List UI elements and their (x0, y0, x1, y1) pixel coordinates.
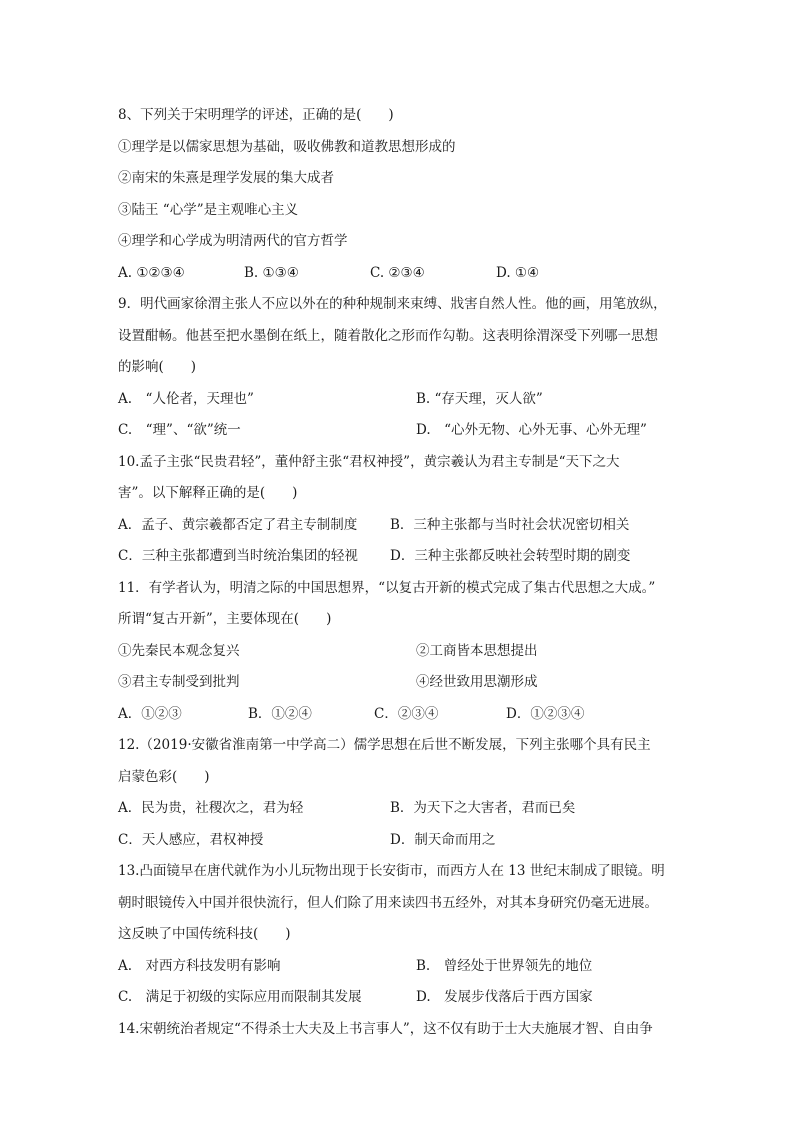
q11-stem-line-1: 11．有学者认为，明清之际的中国思想界，“以复古开新的模式完成了集古代思想之大成。” (118, 579, 656, 596)
q14-stem-line-1: 14.宋朝统治者规定“不得杀士大夫及上书言事人”，这不仅有助于士大夫施展才智、自由争 (118, 1020, 653, 1037)
q11-option-a: A．①②③ (118, 705, 182, 722)
q8-option-a: A. ①②③④ (118, 264, 185, 281)
q8-item-3: ③陆王 “心学”是主观唯心主义 (118, 201, 299, 218)
q11-item-4: ④经世致用思潮形成 (416, 674, 538, 690)
q11-stem-line-2: 所谓“复古开新”，主要体现在( ) (118, 611, 332, 627)
q10-stem-line-2: 害”。以下解释正确的是( ) (118, 485, 298, 501)
q12-options-row-1 (118, 793, 678, 825)
q12-options-row-2 (118, 825, 678, 857)
q13-stem-line-2: 朝时眼镜传入中国并很快流行，但人们除了用来读四书五经外，对其本身研究仍毫无进展。 (118, 894, 658, 911)
q11-items-row-2 (118, 667, 678, 699)
q9-option-b: B. “存天理，灭人欲” (416, 390, 543, 407)
q10-option-a: A．孟子、黄宗羲都否定了君主专制制度 (118, 516, 358, 533)
q13-stem-line-1: 13.凸面镜早在唐代就作为小儿玩物出现于长安街市，而西方人在 13 世纪末制成了眼镜。明 (118, 863, 665, 879)
q12-option-a: A．民为贵，社稷次之，君为轻 (118, 800, 304, 816)
question-list (118, 100, 678, 1045)
q9-options-row-1 (118, 384, 678, 416)
q8-option-b: B. ①③④ (244, 264, 299, 281)
q10-options-row-1 (118, 510, 678, 542)
q8-stem: 8、下列关于宋明理学的评述，正确的是( ) (118, 107, 394, 123)
q12-option-c: C．天人感应，君权神授 (118, 831, 264, 848)
q11-item-2: ②工商皆本思想提出 (416, 642, 538, 659)
q10-options-row-2 (118, 541, 678, 573)
q11-items-row-1 (118, 636, 678, 668)
q11-option-c: C．②③④ (374, 705, 439, 722)
q9-stem-line-3: 的影响( ) (118, 359, 197, 375)
q13-option-a: A. 对西方科技发明有影响 (118, 957, 281, 974)
q13-option-c: C. 满足于初级的实际应用而限制其发展 (118, 989, 362, 1005)
q8-option-c: C. ②③④ (370, 264, 425, 281)
q9-option-a: A. “人伦者，天理也” (118, 390, 254, 407)
q10-stem-line-1: 10.孟子主张“民贵君轻”，董仲舒主张“君权神授”，黄宗羲认为君主专制是“天下之大 (118, 453, 620, 470)
q9-option-d: D. “心外无物、心外无事、心外无理” (416, 422, 647, 438)
q10-option-d: D．三种主张都反映社会转型时期的剧变 (390, 548, 631, 564)
q9-option-c: C. “理”、“欲”统一 (118, 422, 241, 438)
q12-option-b: B．为天下之大害者，君而已矣 (390, 800, 576, 816)
q11-option-b: B．①②④ (248, 705, 312, 722)
q11-item-1: ①先秦民本观念复兴 (118, 642, 240, 659)
q13-options-row-2 (118, 982, 678, 1014)
q13-option-d: D. 发展步伐落后于西方国家 (416, 989, 593, 1005)
q13-stem-line-3: 这反映了中国传统科技( ) (118, 926, 291, 942)
q12-stem-line-1: 12.（2019·安徽省淮南第一中学高二）儒学思想在后世不断发展，下列主张哪个具有民主 (118, 737, 651, 753)
q13-options-row-1 (118, 951, 678, 983)
q11-options (118, 699, 678, 731)
q8-item-1: ①理学是以儒家思想为基础，吸收佛教和道教思想形成的 (118, 138, 456, 155)
q8-item-2: ②南宋的朱熹是理学发展的集大成者 (118, 170, 334, 186)
q13-option-b: B. 曾经处于世界领先的地位 (416, 957, 593, 974)
q11-option-d: D．①②③④ (506, 705, 585, 722)
q12-option-d: D．制天命而用之 (390, 831, 496, 848)
q9-stem-line-1: 9．明代画家徐渭主张人不应以外在的种种规制来束缚、戕害自然人性。他的画，用笔放纵， (118, 296, 667, 312)
q10-option-b: B．三种主张都与当时社会状况密切相关 (390, 516, 630, 533)
q9-stem-line-2: 设置酣畅。他甚至把水墨倒在纸上，随着散化之形而作勾勒。这表明徐渭深受下列哪一思想 (118, 327, 658, 344)
q9-options-row-2 (118, 415, 678, 447)
q8-option-d: D. ①④ (496, 264, 540, 281)
q8-item-4: ④理学和心学成为明清两代的官方哲学 (118, 233, 348, 249)
q11-item-3: ③君主专制受到批判 (118, 674, 240, 690)
q8-options (118, 258, 678, 290)
q12-stem-line-2: 启蒙色彩( ) (118, 768, 210, 785)
q10-option-c: C．三种主张都遭到当时统治集团的轻视 (118, 548, 358, 564)
